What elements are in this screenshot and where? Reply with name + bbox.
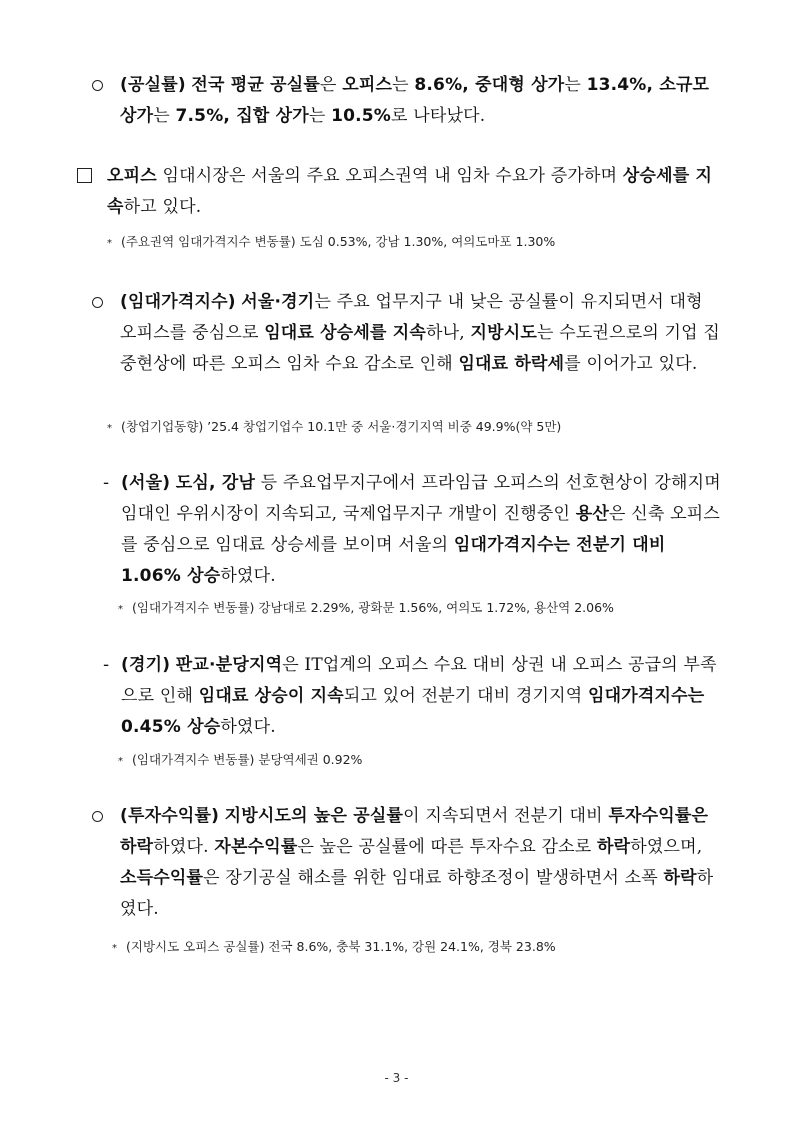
- footnote-text: (임대가격지수 변동률) 강남대로 2.29%, 광화문 1.56%, 여의도 1.72%, 용산역 2.06%: [132, 600, 614, 615]
- rent-index-paragraph: [92, 287, 724, 380]
- paragraph-text: (공실률) 전국 평균 공실률은 오피스는 8.6%, 중대형 상가는 13.4%, 소규모 상가는 7.5%, 집합 상가는 10.5%로 나타났다.: [120, 75, 710, 126]
- page-number: - 3 -: [384, 1071, 409, 1085]
- footnote-gyeonggi: [118, 750, 730, 772]
- asterisk-marker: *: [107, 423, 112, 434]
- asterisk-marker: *: [112, 943, 117, 954]
- circle-bullet-icon: [92, 811, 103, 822]
- paragraph-text: (임대가격지수) 서울·경기는 주요 업무지구 내 낮은 공실률이 유지되면서 대형 오피스를 중심으로 임대료 상승세를 지속하나, 지방시도는 수도권으로의 기업 집중현상에 따른 오피스 임차 수요 감소로 인해 임대료 하락세를 이어가고 있다.: [120, 292, 721, 374]
- circle-bullet-icon: [92, 80, 103, 91]
- dash-bullet: -: [103, 473, 110, 493]
- footnote-major-districts: [107, 232, 727, 254]
- paragraph-text: 오피스 임대시장은 서울의 주요 오피스권역 내 임차 수요가 증가하며 상승세를 지속하고 있다.: [107, 166, 713, 217]
- seoul-paragraph: [103, 468, 724, 592]
- asterisk-marker: *: [118, 604, 123, 615]
- asterisk-marker: *: [118, 756, 123, 767]
- paragraph-text: (투자수익률) 지방시도의 높은 공실률이 지속되면서 전분기 대비 투자수익률은 하락하였다. 자본수익률은 높은 공실률에 따른 투자수요 감소로 하락하였으며, 소득수익률은 장기공실 해소를 위한 임대료 하향조정이 발생하면서 소폭 하락하였다.: [120, 806, 714, 919]
- dash-bullet: -: [103, 655, 110, 675]
- footnote-text: (주요권역 임대가격지수 변동률) 도심 0.53%, 강남 1.30%, 여의도마포 1.30%: [121, 234, 556, 249]
- footnote-text: (지방시도 오피스 공실률) 전국 8.6%, 충북 31.1%, 강원 24.1%, 경북 23.8%: [126, 939, 556, 954]
- square-bullet-icon: [77, 168, 92, 183]
- footnote-startups: [107, 417, 732, 439]
- footnote-regional-vacancy: [112, 937, 727, 959]
- asterisk-marker: *: [107, 238, 112, 249]
- paragraph-text: (경기) 판교·분당지역은 IT업계의 오피스 수요 대비 상권 내 오피스 공급의 부족으로 인해 임대료 상승이 지속되고 있어 전분기 대비 경기지역 임대가격지수는 0.45% 상승하였다.: [121, 655, 717, 737]
- footnote-text: (창업기업동향) ’25.4 창업기업수 10.1만 중 서울·경기지역 비중 49.9%(약 5만): [121, 419, 562, 434]
- paragraph-text: (서울) 도심, 강남 등 주요업무지구에서 프라임급 오피스의 선호현상이 강해지며 임대인 우위시장이 지속되고, 국제업무지구 개발이 진행중인 용산은 신축 오피스를 중심으로 임대료 상승세를 보이며 서울의 임대가격지수는 전분기 대비 1.06% 상승하였다.: [121, 473, 721, 586]
- footnote-seoul: [118, 598, 730, 620]
- investment-return-paragraph: [92, 801, 724, 925]
- circle-bullet-icon: [92, 297, 103, 308]
- vacancy-paragraph: [92, 70, 724, 132]
- office-market-heading: [77, 161, 724, 223]
- gyeonggi-paragraph: [103, 650, 724, 743]
- footnote-text: (임대가격지수 변동률) 분당역세권 0.92%: [132, 752, 363, 767]
